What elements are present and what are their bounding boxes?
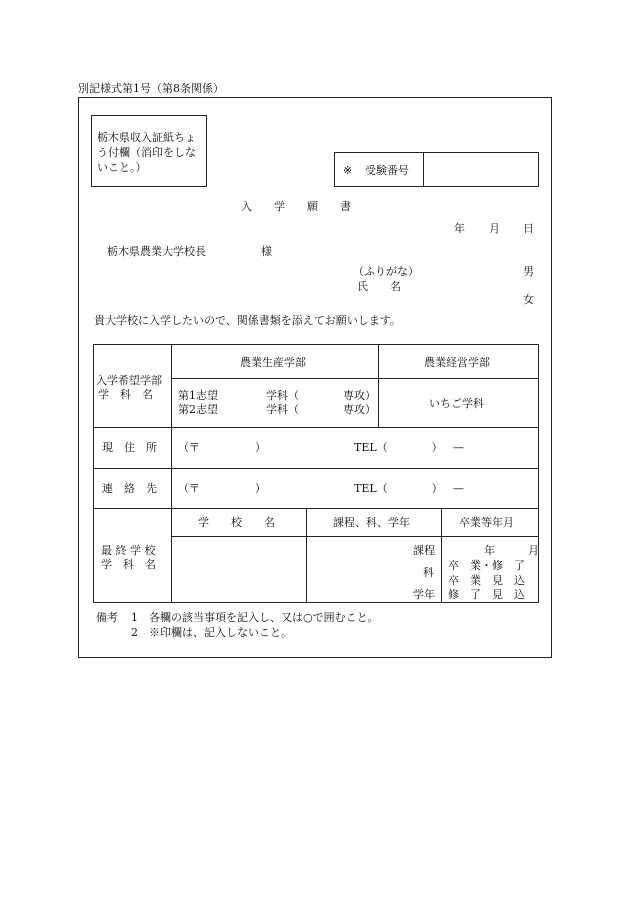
table-line-address-bottom	[93, 468, 539, 469]
address-label: 現 住 所	[102, 441, 157, 454]
note-1-text: 各欄の該当事項を記入し、又は○で囲むこと。	[149, 611, 379, 624]
gender-female[interactable]: 女	[523, 293, 534, 306]
note-1-number: 1	[131, 611, 138, 624]
gakunen-label: 学年	[413, 588, 435, 601]
grad-year-month: 年 月	[484, 544, 539, 557]
address-tel[interactable]: TEL（ ）	[354, 441, 443, 454]
date-day-label: 日	[523, 222, 534, 235]
stamp-box-text: 栃木県収入証紙ちょう付欄（消印をしないこと。）	[97, 131, 196, 174]
gender-male[interactable]: 男	[523, 265, 534, 278]
contact-label: 連 絡 先	[102, 482, 157, 495]
course-header: 課程、科、学年	[333, 516, 410, 529]
table-line-dept-header	[171, 378, 539, 379]
dept-management-value[interactable]: いちご学科	[429, 397, 484, 410]
dept-row-label: 入学希望学部	[96, 374, 162, 387]
table-line-dept-split	[378, 344, 379, 428]
table-line-edu-split2	[441, 508, 442, 603]
exam-number-label: 受験番号	[365, 164, 409, 177]
ka-label: 科	[423, 566, 434, 579]
name-label: 氏 名	[357, 280, 401, 293]
form-number-label: 別記様式第1号（第8条関係）	[78, 82, 224, 95]
exam-number-field[interactable]	[424, 153, 538, 186]
school-name-header: 学 校 名	[198, 516, 275, 529]
choice2-gakka[interactable]: 学科（	[266, 403, 299, 416]
exam-number-mark: ※	[343, 164, 353, 177]
dept-header-production: 農業生産学部	[240, 356, 306, 369]
education-label: 最 終 学 校	[101, 544, 156, 557]
katei-label: 課程	[413, 544, 435, 557]
choice2-label: 第2志望	[178, 403, 218, 416]
dept-header-management: 農業経営学部	[424, 356, 490, 369]
address-tel-dash: —	[453, 441, 464, 454]
grad-option-graduated[interactable]: 卒 業・修 了	[448, 559, 525, 572]
contact-tel-dash: —	[453, 482, 464, 495]
dept-row-label-2: 学 科 名	[98, 388, 153, 401]
choice1-senko[interactable]: 専攻）	[343, 389, 376, 402]
choice2-senko[interactable]: 専攻）	[343, 403, 376, 416]
date-month-label: 月	[489, 222, 500, 235]
request-text: 貴大学校に入学したいので、関係書類を添えてお願いします。	[94, 314, 401, 327]
contact-tel[interactable]: TEL（ ）	[354, 482, 443, 495]
page-title: 入 学 願 書	[241, 200, 351, 213]
choice1-label: 第1志望	[178, 389, 218, 402]
note-2-number: 2	[131, 626, 138, 639]
date-year-label: 年	[454, 222, 465, 235]
furigana-label: （ふりがな）	[353, 265, 419, 278]
addressee: 栃木県農業大学校長	[107, 245, 206, 258]
grad-option-expected[interactable]: 卒 業 見 込	[448, 574, 525, 587]
grad-option-completion-expected[interactable]: 修 了 見 込	[448, 588, 525, 601]
table-line-dept-bottom	[93, 427, 539, 428]
address-postal[interactable]: （〒 ）	[178, 441, 266, 454]
table-line-edu-split1	[306, 508, 307, 603]
notes-label: 備考	[96, 611, 118, 624]
graduation-header: 卒業等年月	[459, 516, 514, 529]
sama-label: 様	[261, 245, 272, 258]
school-name-field[interactable]	[172, 537, 305, 602]
table-line-contact-bottom	[93, 508, 539, 509]
contact-postal[interactable]: （〒 ）	[178, 482, 266, 495]
choice1-gakka[interactable]: 学科（	[266, 389, 299, 402]
education-label-2: 学 科 名	[101, 558, 156, 571]
note-2-text: ※印欄は、記入しないこと。	[149, 626, 292, 639]
